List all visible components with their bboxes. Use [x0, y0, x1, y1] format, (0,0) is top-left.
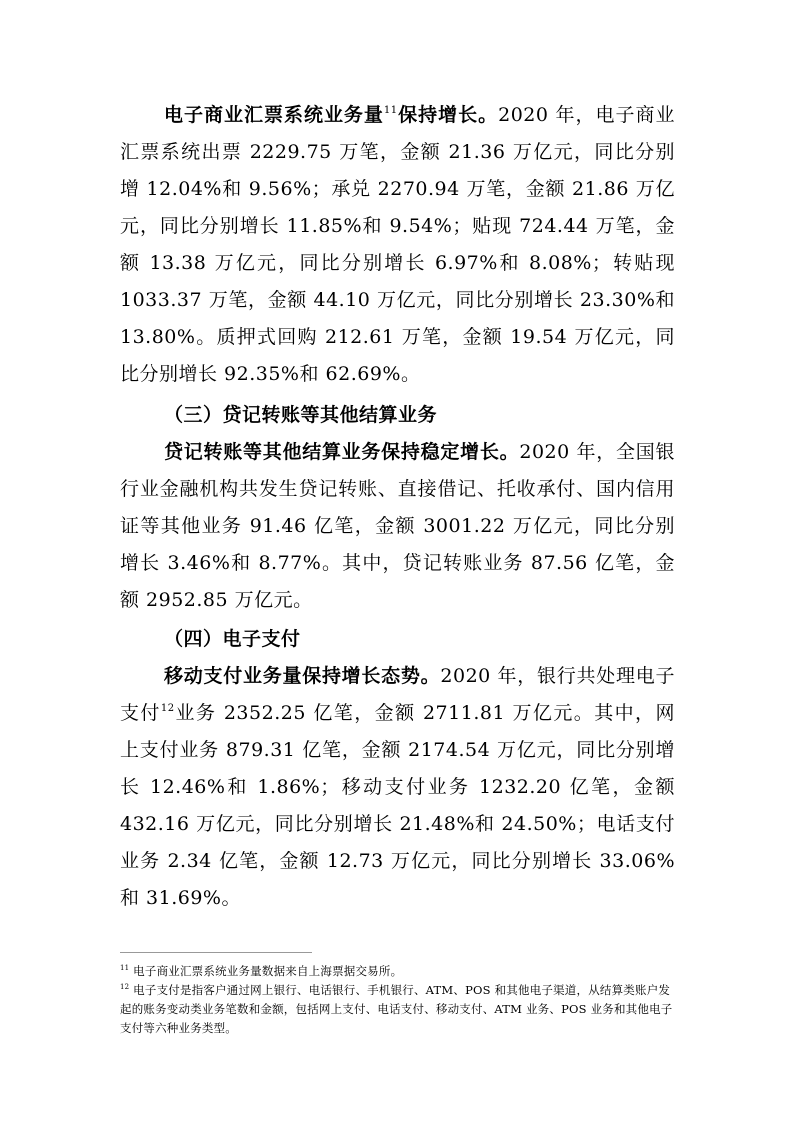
footnote-11	[120, 962, 675, 981]
paragraph-body: 业务 2352.25 亿笔，金额 2711.81 万亿元。其中，网上支付业务 879.31 亿笔，金额 2174.54 万亿元，同比分别增长 12.46%和 1.86%；移动支付业务 1232.20 亿笔，金额 432.16 万亿元，同比分别增长 21.48%和 24.50%；电话支付业务 2.34 亿笔，金额 12.73 万亿元，同比分别增长 33.06%和 31.69%。	[120, 702, 675, 909]
paragraph-credit-transfer	[120, 434, 675, 619]
footnote-text: 电子支付是指客户通过网上银行、电话银行、手机银行、ATM、POS 和其他电子渠道，从结算类账户发起的账务变动类业务笔数和金额，包括网上支付、电话支付、移动支付、ATM 业务、POS 业务和其他电子支付等六种业务类型。	[120, 983, 673, 1035]
paragraph-body: 2020 年，电子商业汇票系统出票 2229.75 万笔，金额 21.36 万亿元，同比分别增 12.04%和 9.56%；承兑 2270.94 万笔，金额 21.86 万亿元，同比分别增长 11.85%和 9.54%；贴现 724.44 万笔，金额 13.38 万亿元，同比分别增长 6.97%和 8.08%；转贴现 1033.37 万笔，金额 44.10 万亿元，同比分别增长 23.30%和 13.80%。质押式回购 212.61 万笔，金额 19.54 万亿元，同比分别增长 92.35%和 62.69%。	[120, 104, 675, 385]
footnote-mark: 11	[120, 964, 130, 972]
paragraph-body-start: 2020 年，银行共处理电子支付	[120, 665, 675, 724]
paragraph-lead: 贷记转账等其他结算业务保持稳定增长。	[164, 441, 520, 463]
paragraph-commercial-draft	[120, 97, 675, 393]
paragraph-electronic-payment	[120, 658, 675, 917]
paragraph-lead-tail: 保持增长。	[397, 104, 499, 126]
paragraph-lead: 电子商业汇票系统业务量	[164, 104, 384, 126]
footnote-ref: 12	[160, 703, 175, 714]
footnote-text: 电子商业汇票系统业务量数据来自上海票据交易所。	[133, 964, 403, 978]
section-heading-4: （四）电子支付	[164, 628, 301, 650]
footnote-ref: 11	[383, 105, 398, 116]
footnote-12	[120, 981, 675, 1038]
footnote-mark: 12	[120, 983, 130, 991]
paragraph-lead: 移动支付业务量保持增长态势。	[164, 665, 441, 687]
section-heading-3: （三）贷记转账等其他结算业务	[164, 404, 438, 426]
footnote-divider	[120, 952, 312, 953]
paragraph-body: 2020 年，全国银行业金融机构共发生贷记转账、直接借记、托收承付、国内信用证等其他业务 91.46 亿笔，金额 3001.22 万亿元，同比分别增长 3.46%和 8.77%。其中，贷记转账业务 87.56 亿笔，金额 2952.85 万亿元。	[120, 441, 675, 611]
